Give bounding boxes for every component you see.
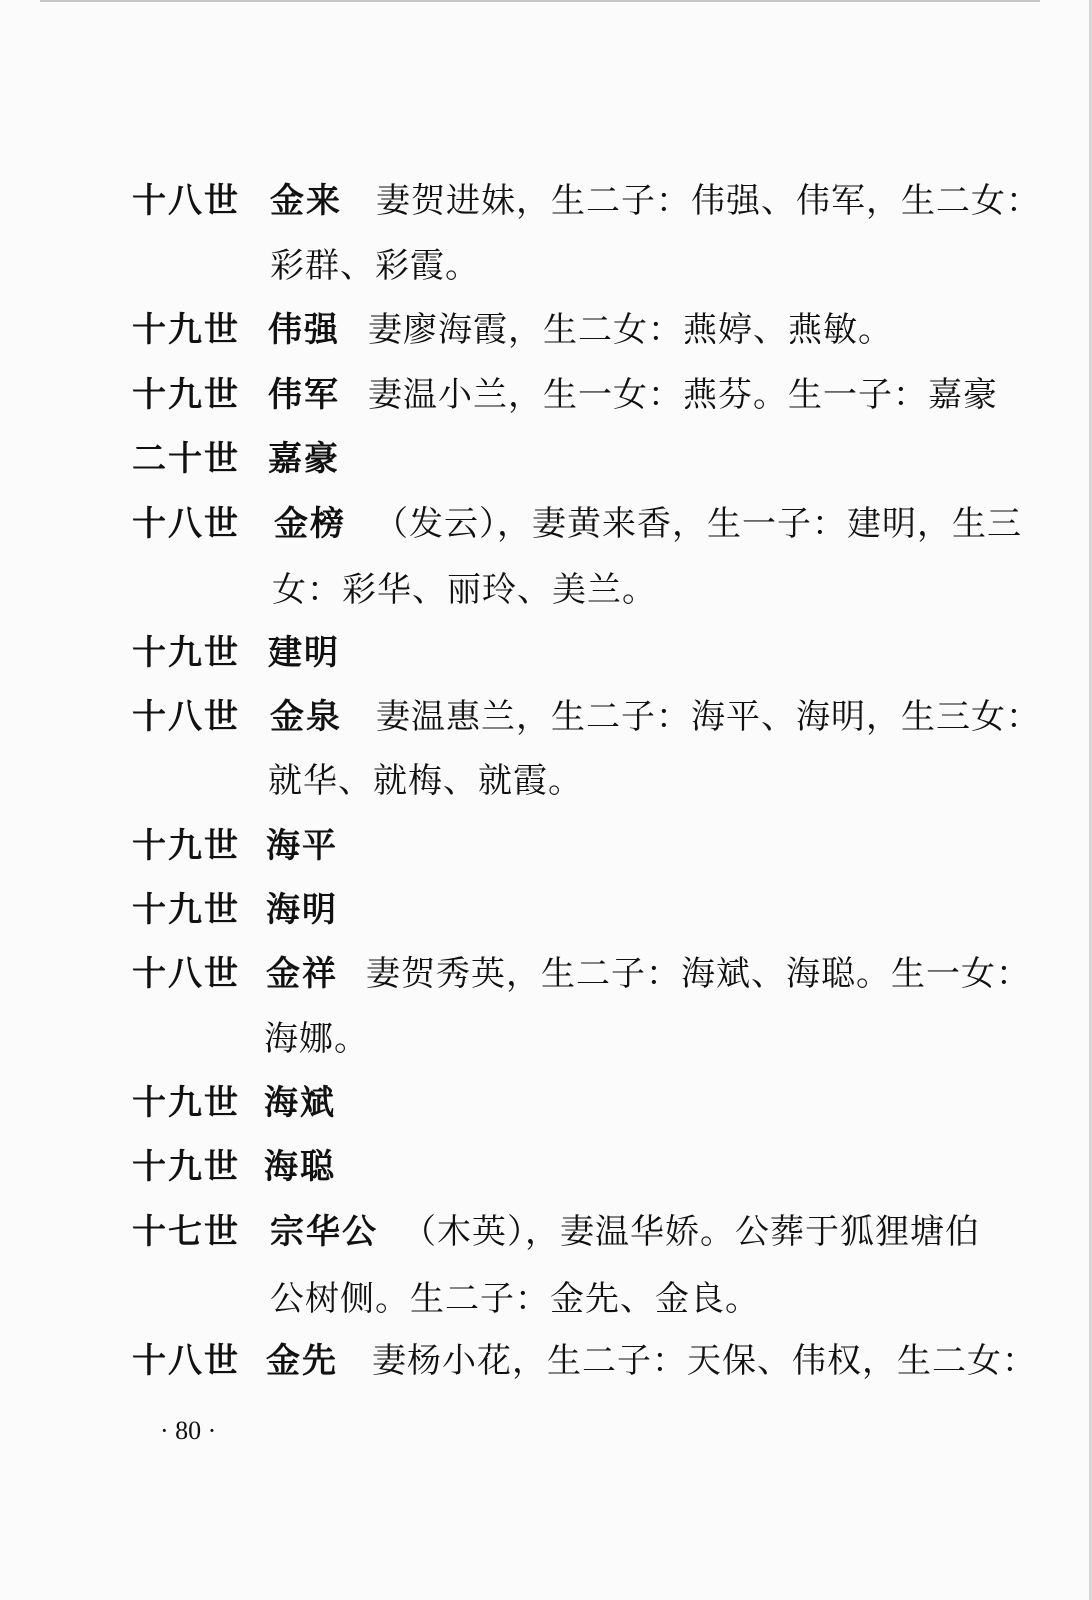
person-name: 金来 (270, 181, 342, 221)
scan-top-edge (40, 0, 1040, 2)
person-name: 金祥 (266, 954, 338, 994)
person-name: 建明 (268, 633, 340, 673)
entry-text: 妻温惠兰，生二子：海平、海明，生三女： (376, 697, 1041, 737)
generation-label: 十九世 (132, 633, 240, 673)
person-name: 海斌 (264, 1083, 336, 1123)
generation-label: 十九世 (132, 310, 240, 350)
entry-continuation: 海娜。 (264, 1019, 369, 1059)
entry-text: （木英），妻温华娇。公葬于狐狸塘伯 (402, 1212, 980, 1252)
person-name: 伟强 (268, 310, 340, 350)
person-name: 宗华公 (270, 1212, 378, 1252)
person-name: 金泉 (270, 697, 342, 737)
person-name: 嘉豪 (268, 439, 340, 479)
generation-label: 十九世 (132, 826, 240, 866)
generation-label: 十八世 (132, 954, 240, 994)
generation-label: 二十世 (132, 439, 240, 479)
generation-label: 十八世 (132, 181, 240, 221)
generation-label: 十九世 (132, 890, 240, 930)
entry-continuation: 彩群、彩霞。 (270, 246, 480, 286)
entry-continuation: 就华、就梅、就霞。 (268, 761, 583, 801)
entry-text: （发云），妻黄来香，生一子：建明，生三 (374, 504, 1022, 544)
generation-label: 十九世 (132, 1147, 240, 1187)
person-name: 金榜 (274, 504, 346, 544)
person-name: 海聪 (264, 1147, 336, 1187)
person-name: 海平 (266, 826, 338, 866)
entry-continuation: 公树侧。生二子：金先、金良。 (270, 1279, 760, 1319)
generation-label: 十九世 (132, 1083, 240, 1123)
generation-label: 十八世 (132, 504, 240, 544)
entry-continuation: 女：彩华、丽玲、美兰。 (272, 570, 657, 610)
generation-label: 十八世 (132, 697, 240, 737)
entry-text: 妻杨小花，生二子：天保、伟权，生二女： (372, 1341, 1037, 1381)
person-name: 海明 (266, 890, 338, 930)
generation-label: 十七世 (132, 1212, 240, 1252)
entry-text: 妻温小兰，生一女：燕芬。生一子：嘉豪 (368, 375, 998, 415)
person-name: 金先 (266, 1341, 338, 1381)
entry-text: 妻廖海霞，生二女：燕婷、燕敏。 (368, 310, 893, 350)
generation-label: 十九世 (132, 375, 240, 415)
person-name: 伟军 (268, 375, 340, 415)
generation-label: 十八世 (132, 1341, 240, 1381)
page-number: · 80 · (160, 1416, 217, 1445)
entry-text: 妻贺进妹，生二子：伟强、伟军，生二女： (376, 181, 1041, 221)
entry-text: 妻贺秀英，生二子：海斌、海聪。生一女： (366, 954, 1031, 994)
